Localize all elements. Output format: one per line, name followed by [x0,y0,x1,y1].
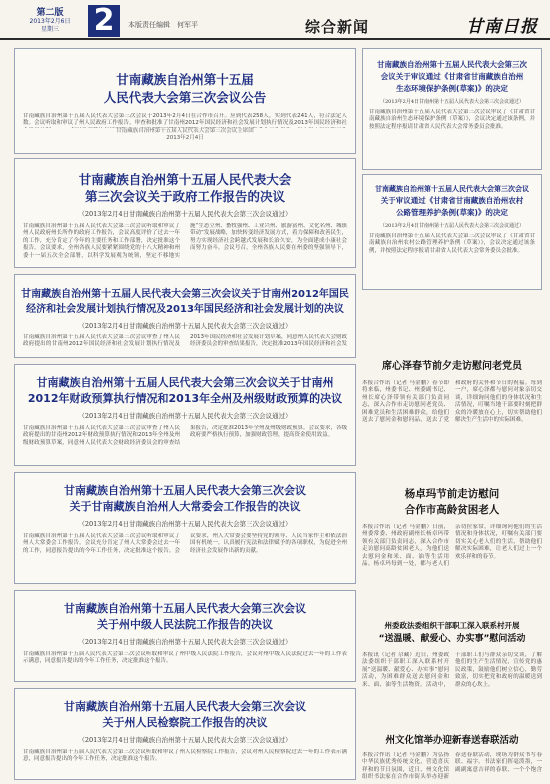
article-title: 甘南藏族自治州第十五届人民代表大会 [78,172,292,187]
article-title: 州文化馆举办迎新春送春联活动 [385,735,519,746]
article-title: 合作市高龄贫困老人 [404,504,500,516]
article-title: 席心泽春节前夕走访慰问老党员 [382,361,522,372]
page-header [0,0,550,40]
article-title: 甘南藏族自治州第十五届人民代表大会第三次会议关于甘南州2012年国民 [21,289,349,300]
article-title: 人民代表大会第三次会议公告 [103,90,267,105]
article-title: 2012年财政预算执行情况和2013年全州及州级财政预算的决议 [27,392,343,405]
article-standing-committee [14,472,356,584]
article-subtitle: （2013年2月4日甘南藏族自治州第十五届人民代表大会第三次会议通过） [78,210,292,218]
article-title: 州委政法委组织干部职工深入联系村开展 [384,621,520,630]
article-body: 本报合作讯（记者 马金鹏）春节即将来临，州委书记、州委副书记、州长席心泽带领有关部门负责同志，深入合作市走访慰问老党员、困难党员和生活困难群众，给他们送去了慰问金和慰问品，送去了党和政府的关怀和节日的祝福。每到一户，席心泽都与慰问对象亲切交谈，详细询问他们的身体状况和生活情况，叮嘱当地干部要时刻把群众的冷暖放在心上，切实帮助他们解决生产生活中的实际困难。 [362,380,542,424]
article-body: 甘南藏族自治州第十五届人民代表大会第三次会议听取和审议了州人民政府州长所作的政府工作报告，会议高度评价了过去一年的工作，充分肯定了今年的主要任务和工作部署，决定批准这个报告。会议要求，全州各族人民要紧紧围绕党的十八大精神和州委十一届五次全会部署，以科学发展观为统领，坚定不移地实施“生态立州、畜牧强州、工业兴州、旅游富州、文化名州、城镇带动”发展战略，加快转变经济发展方式，着力保障和改善民生，努力实现经济社会跨越式发展和长治久安，为全面建成小康社会而努力奋斗。会议号召，全州各族人民要在州委的坚强领导下， [23,223,347,259]
edition-weekday: 星期三 [40,26,59,33]
editors-credit: 本版责任编辑 何军平 [128,21,198,29]
article-title: 关于审议通过《甘肃省甘南藏族自治州农村 [380,196,524,205]
article-govt-report [14,158,356,268]
edition-label: 第二版 [36,8,64,18]
article-title: 甘南藏族自治州第十五届人民代表大会第三次会议 [375,185,529,193]
article-spring-couplets [362,734,542,784]
article-subtitle: （2013年2月4日甘南藏族自治州第十五届人民代表大会第三次会议通过） [78,520,292,528]
article-body: 甘南藏族自治州第十五届人民代表大会第三次会议听取和审议了州中级人民法院工作报告，会议对州中级人民法院过去一年的工作表示满意，同意报告提出的今年工作任务，决定批准这个报告。 [23,651,347,665]
article-subtitle: （2013年2月4日甘南藏族自治州第十五届人民代表大会第三次会议通过） [78,736,292,744]
newspaper-logo: 甘南日报 [466,17,538,37]
article-title: 甘南藏族自治州第十五届人民代表大会第三次会议关于甘南州 [36,376,334,389]
article-subtitle: （2013年2月4日甘南藏族自治州第十五届人民代表大会第三次会议通过） [78,412,292,420]
article-title: 甘南藏族自治州第十五届人民代表大会第三次 [377,60,527,69]
article-body: 甘南藏族自治州第十五届人民代表大会第三次会议审议了《甘肃省甘南藏族自治州农村公路管理养护条例（草案）》，会议决定通过该条例，并按照法定程序报请甘肃省人民代表大会常务委员会批准。 [369,233,535,254]
article-announcement [14,48,356,154]
article-body: 甘南藏族自治州第十五届人民代表大会第三次会议审议了《甘肃省甘南藏族自治州生态环境保护条例（草案）》，会议决定通过该条例，并按照法定程序报请甘肃省人民代表大会常务委员会批准。 [369,109,535,130]
article-procuratorate-report [14,688,356,780]
article-body: 甘南藏族自治州第十五届人民代表大会第三次会议听取和审议了州人大常委会工作报告，会议充分肯定了州人大常委会过去一年的工作，同意报告提出的今年工作任务，决定批准这个报告。会议要求，州人大常委会要坚持党的领导、人民当家作主和依法治国有机统一，认真履行宪法和法律赋予的各项职权，为促进全州经济社会发展作出新的贡献。 [23,533,347,554]
section-title: 综合新闻 [305,18,370,36]
article-title: 生态环境保护条例(草案)》的决定 [396,84,508,93]
edition-date: 2013年2月6日 [29,18,71,25]
article-title: 甘南藏族自治州第十五届 [116,72,254,87]
article-body: 本报讯（记者 尕藏）近日，州委政法委组织干部职工深入联系村开展“送温暖、献爱心、办实事”慰问活动，为困难群众送去慰问金和米、面、油等生活物资。活动中，干部职工们与群众亲切交谈，了解他们的生产生活情况，宣传党的惠民政策，鼓励他们树立信心，勤劳致富，切实把党和政府的温暖送到群众的心坎上。 [362,652,542,688]
article-body: 甘南藏族自治州第十五届人民代表大会第三次会议于2013年2月4日在合作市召开。应到代表258人，实到代表241人，符合法定人数。会议听取和审议了州人民政府工作报告，审查和批准了甘南州2012年国民经济和社会发展计划执行情况及2013年国民经济和社 [23,113,347,127]
article-political-legal-committee [362,616,542,734]
article-subtitle: （2013年2月4日甘南藏族自治州第十五届人民代表大会第三次会议通过） [78,322,292,330]
article-title: 杨卓玛节前走访慰问 [404,488,500,500]
article-date: 2013年2月4日 [166,135,204,141]
article-xi-xinze-visit [362,360,542,482]
article-subtitle: （2013年2月4日甘南藏族自治州第十五届人民代表大会第三次会议通过） [78,638,292,646]
article-body: 本报合作讯（记者 马金鹏）为弘扬中华民族优秀传统文化，营造喜庆祥和的节日氛围，近日，州文化馆组织书法家在合作市街头举办迎新春送春联活动，现场为群众书写春联、福字。书法家们挥毫泼墨，一副副寓意吉祥的春联、一个个饱含 [362,752,542,781]
article-body: 甘南藏族自治州第十五届人民代表大会第三次会议审查了州人民政府提出的甘南州2012年财政预算执行情况和2013年全州及州级财政预算草案，同意州人民代表大会财政经济委员会的审查结果报告，决定批准2013年全州及州级财政预算。会议要求，各级政府要严格执行预算，加强财政管理，提高资金使用效益。 [23,425,347,446]
article-title: 经济和社会发展计划执行情况及2013年国民经济和社会发展计划的决议 [26,304,344,315]
article-yang-zhuoma-visit [362,482,542,618]
article-title: 第三次会议关于政府工作报告的决议 [84,189,285,204]
article-title: 甘南藏族自治州第十五届人民代表大会第三次会议 [64,700,306,713]
edition-info [20,8,80,40]
article-body: 甘南藏族自治州第十五届人民代表大会第三次会议听取和审议了州人民检察院工作报告，会议对州人民检察院过去一年的工作表示满意，同意报告提出的今年工作任务，决定批准这个报告。 [23,749,347,763]
article-budget [14,364,356,466]
article-subtitle: （2013年2月4日甘南州第十五届人民代表大会第三次会议通过） [379,223,525,229]
article-body: 本报合作讯（记者 马金鹏）日前，州委常委、州政府副州长杨卓玛带领有关部门负责同志，深入合作市走访慰问高龄贫困老人，为他们送去慰问金和米、面、油等生活用品。杨卓玛每到一处，都与老人们亲切拉家常，详细询问他们的生活情况和身体状况，叮嘱有关部门要切实关心老人们的生活，帮助他们解决实际困难，让老人们过上一个欢乐祥和的春节。 [362,524,542,568]
article-signature: 甘南藏族自治州第十五届人民代表大会第三次会议主席团 [116,128,254,134]
page-number: 2 [88,5,120,37]
article-rural-road-decision [362,174,542,290]
article-title: 关于州人民检察院工作报告的决议 [102,716,268,729]
article-economic-plan [14,274,356,358]
article-title: 会议关于审议通过《甘肃省甘南藏族自治州 [380,72,524,81]
article-subtitle: （2013年2月4日甘南州第十五届人民代表大会第三次会议通过） [379,99,525,105]
article-title: “送温暖、献爱心、办实事”慰问活动 [378,634,526,644]
article-body: 甘南藏族自治州第十五届人民代表大会第三次会议审查了州人民政府提出的甘南州2012年国民经济和社会发展计划执行情况及2013年国民经济和社会发展计划草案，同意州人民代表大会财政经济委员会的审查结果报告，决定批准2013年国民经济和社会发 [23,334,347,348]
article-title: 公路管理养护条例(草案)》的决定 [396,208,508,217]
article-title: 甘南藏族自治州第十五届人民代表大会第三次会议 [64,484,306,497]
article-title: 关于甘南藏族自治州人大常委会工作报告的决议 [69,500,301,513]
article-title: 关于州中级人民法院工作报告的决议 [97,618,273,631]
article-eco-protection-decision [362,48,542,170]
article-court-report [14,590,356,682]
article-title: 甘南藏族自治州第十五届人民代表大会第三次会议 [64,602,306,615]
